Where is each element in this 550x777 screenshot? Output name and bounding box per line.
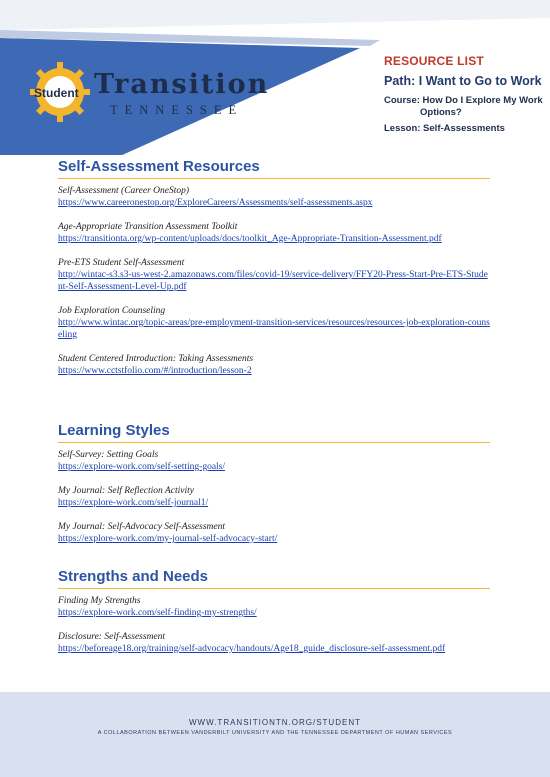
resource-link[interactable]: https://transitionta.org/wp-content/uploads/docs/toolkit_Age-Appropriate-Transition-Assessment.pdf [58,234,442,244]
section-self-assessment-resources [58,158,490,389]
resource-title: Self-Assessment (Career OneStop) [58,186,190,196]
list-item [58,631,490,655]
course-title-line1: Course: How Do I Explore My Work [384,95,543,106]
resource-link[interactable]: https://beforeage18.org/training/self-advocacy/handouts/Age18_guide_disclosure-self-assessment.pdf [58,644,446,654]
page-footer [0,692,550,777]
resource-link[interactable]: http://wintac-s3.s3-us-west-2.amazonaws.com/files/covid-19/service-delivery/FFY20-Press-Start-Pre-ETS-Student-Self-Assessment-Level-Up.pdf [58,270,488,292]
logo-student-text: Student [34,86,79,100]
student-transition-logo [30,62,300,122]
footer-collaboration-note: A COLLABORATION BETWEEN VANDERBILT UNIVERSITY AND THE TENNESSEE DEPARTMENT OF HUMAN SERVICES [97,730,453,736]
resource-title: My Journal: Self Reflection Activity [58,486,194,496]
resource-title: Age-Appropriate Transition Assessment Toolkit [58,222,238,232]
path-title: Path: I Want to Go to Work [384,74,542,88]
resource-title: Finding My Strengths [58,596,141,606]
section-learning-styles [58,422,490,557]
list-item [58,521,490,545]
footer-url[interactable]: WWW.TRANSITIONTN.ORG/STUDENT [189,718,361,727]
list-item [58,449,490,473]
list-item [58,353,490,377]
list-item [58,305,490,341]
resource-link[interactable]: http://www.wintac.org/topic-areas/pre-employment-transition-services/resources/resources-job-exploration-counseling [58,318,490,340]
section-heading: Learning Styles [58,422,490,443]
list-item [58,485,490,509]
resource-title: Job Exploration Counseling [58,306,166,316]
logo-transition-text: Transition [94,69,270,100]
resource-link[interactable]: https://explore-work.com/self-journal1/ [58,498,209,508]
resource-title: Student Centered Introduction: Taking Assessments [58,354,254,364]
resource-link[interactable]: https://explore-work.com/self-finding-my-strengths/ [58,608,257,618]
resource-list-label: RESOURCE LIST [384,54,484,68]
section-heading: Strengths and Needs [58,568,490,589]
resource-link[interactable]: https://explore-work.com/self-setting-goals/ [58,462,226,472]
resource-link[interactable]: https://www.careeronestop.org/ExploreCareers/Assessments/self-assessments.aspx [58,198,373,208]
course-title-line2: Options? [420,107,462,118]
lesson-title: Lesson: Self-Assessments [384,123,505,134]
section-heading: Self-Assessment Resources [58,158,490,179]
resource-title: Pre-ETS Student Self-Assessment [58,258,185,268]
resource-title: Disclosure: Self-Assessment [58,632,166,642]
list-item [58,257,490,293]
resource-link[interactable]: https://explore-work.com/my-journal-self-advocacy-start/ [58,534,278,544]
section-strengths-and-needs [58,568,490,667]
logo-tennessee-text: TENNESSEE [110,103,244,117]
list-item [58,185,490,209]
list-item [58,221,490,245]
resource-title: My Journal: Self-Advocacy Self-Assessment [58,522,225,532]
resource-title: Self-Survey: Setting Goals [58,450,159,460]
resource-link[interactable]: https://www.cctstfolio.com/#/introduction/lesson-2 [58,366,252,376]
list-item [58,595,490,619]
